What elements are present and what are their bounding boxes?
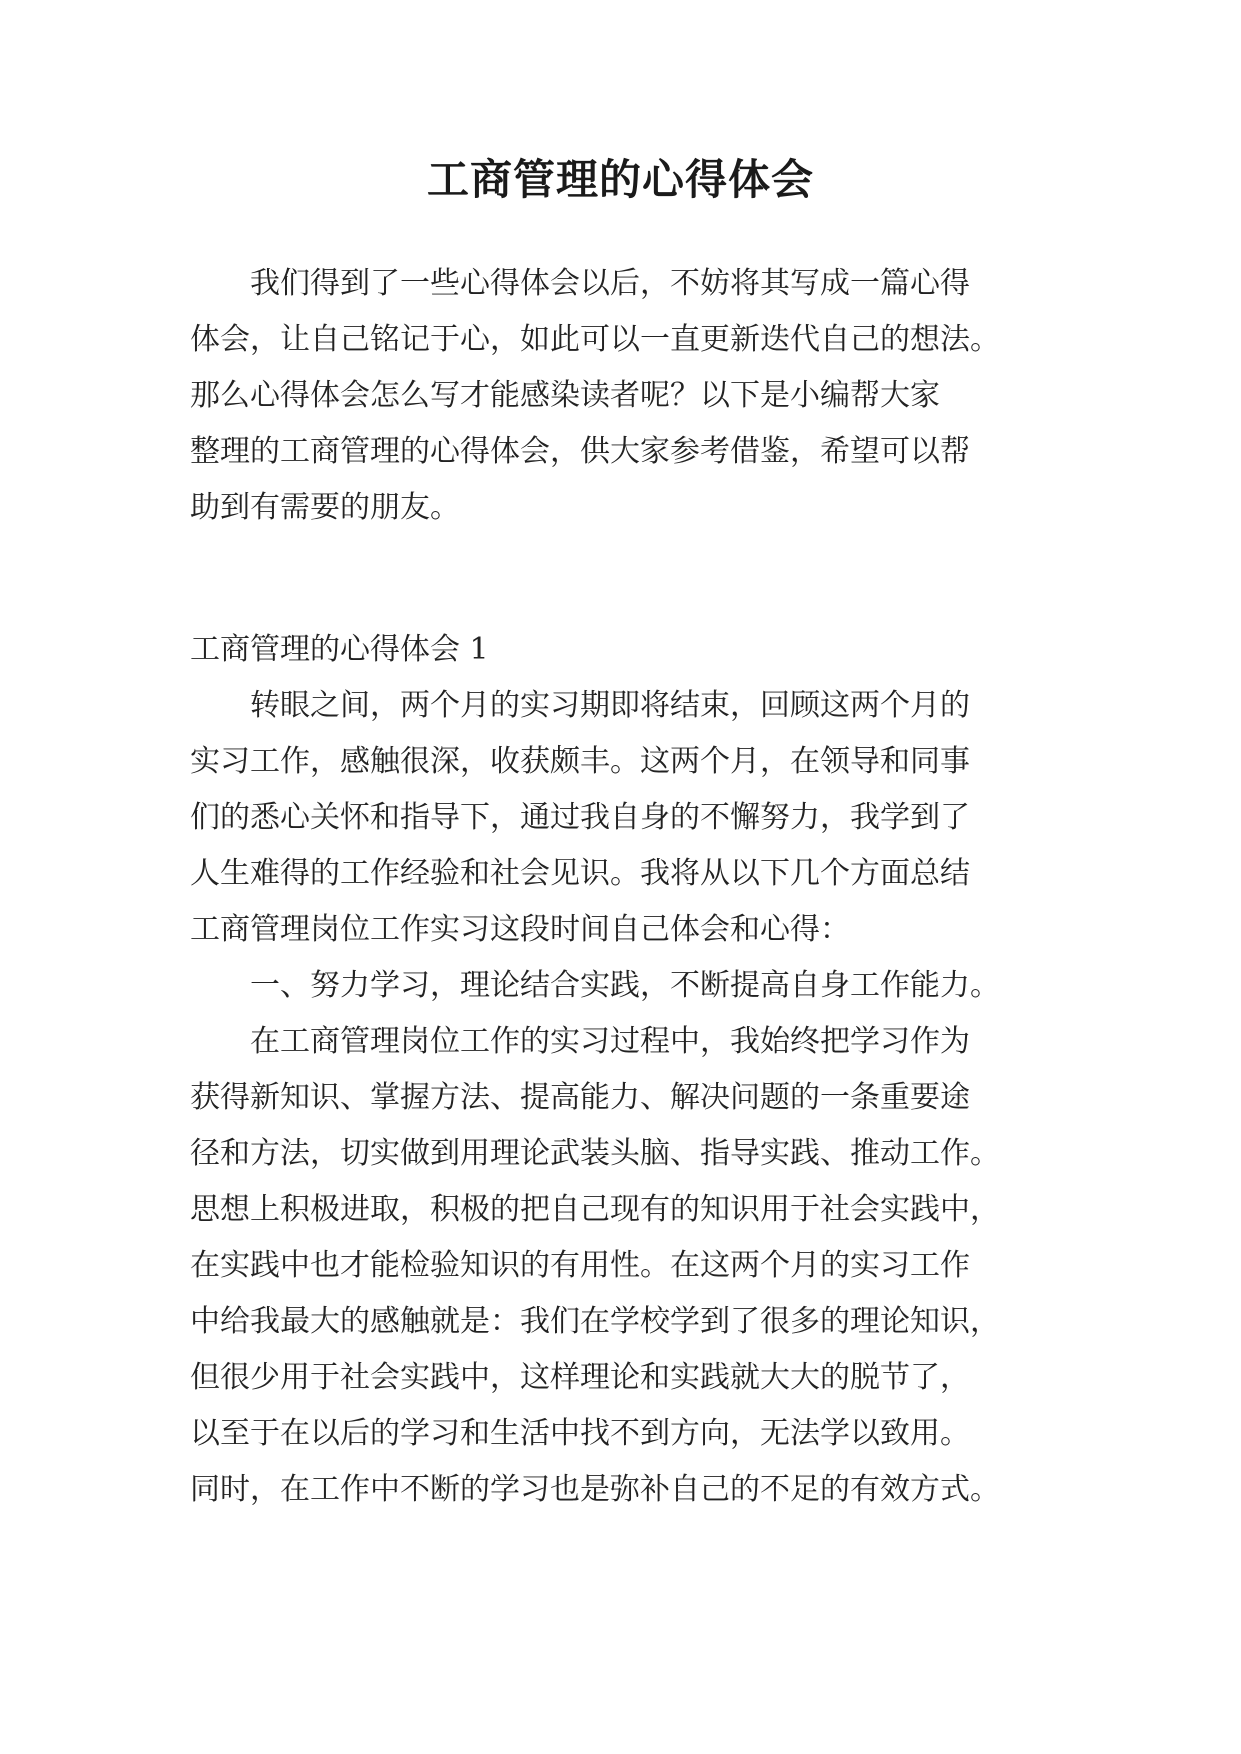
paragraph-line: 们的悉心关怀和指导下，通过我自身的不懈努力，我学到了 <box>190 800 970 835</box>
paragraph-line: 工商管理岗位工作实习这段时间自己体会和心得： <box>190 912 850 947</box>
paragraph-line: 径和方法，切实做到用理论武装头脑、指导实践、推动工作。 <box>190 1136 1000 1171</box>
paragraph-line: 思想上积极进取，积极的把自己现有的知识用于社会实践中， <box>190 1192 1000 1227</box>
intro-line: 整理的工商管理的心得体会，供大家参考借鉴，希望可以帮 <box>190 434 970 469</box>
paragraph-line: 实习工作，感触很深，收获颇丰。这两个月，在领导和同事 <box>190 744 970 779</box>
paragraph-line: 人生难得的工作经验和社会见识。我将从以下几个方面总结 <box>190 856 970 891</box>
intro-line: 我们得到了一些心得体会以后，不妨将其写成一篇心得 <box>250 266 970 301</box>
section-heading: 工商管理的心得体会 1 <box>190 632 489 667</box>
paragraph-line: 同时，在工作中不断的学习也是弥补自己的不足的有效方式。 <box>190 1472 1000 1507</box>
paragraph-line: 转眼之间，两个月的实习期即将结束，回顾这两个月的 <box>250 688 970 723</box>
intro-line: 助到有需要的朋友。 <box>190 490 460 525</box>
paragraph-line: 在工商管理岗位工作的实习过程中，我始终把学习作为 <box>250 1024 970 1059</box>
intro-line: 体会，让自己铭记于心，如此可以一直更新迭代自己的想法。 <box>190 322 1000 357</box>
intro-line: 那么心得体会怎么写才能感染读者呢？以下是小编帮大家 <box>190 378 940 413</box>
point-heading: 一、努力学习，理论结合实践，不断提高自身工作能力。 <box>250 968 1000 1003</box>
paragraph-line: 以至于在以后的学习和生活中找不到方向，无法学以致用。 <box>190 1416 970 1451</box>
paragraph-line: 中给我最大的感触就是：我们在学校学到了很多的理论知识， <box>190 1304 1000 1339</box>
document-title: 工商管理的心得体会 <box>426 155 814 204</box>
paragraph-line: 获得新知识、掌握方法、提高能力、解决问题的一条重要途 <box>190 1080 970 1115</box>
paragraph-line: 但很少用于社会实践中，这样理论和实践就大大的脱节了， <box>190 1360 970 1395</box>
paragraph-line: 在实践中也才能检验知识的有用性。在这两个月的实习工作 <box>190 1248 970 1283</box>
